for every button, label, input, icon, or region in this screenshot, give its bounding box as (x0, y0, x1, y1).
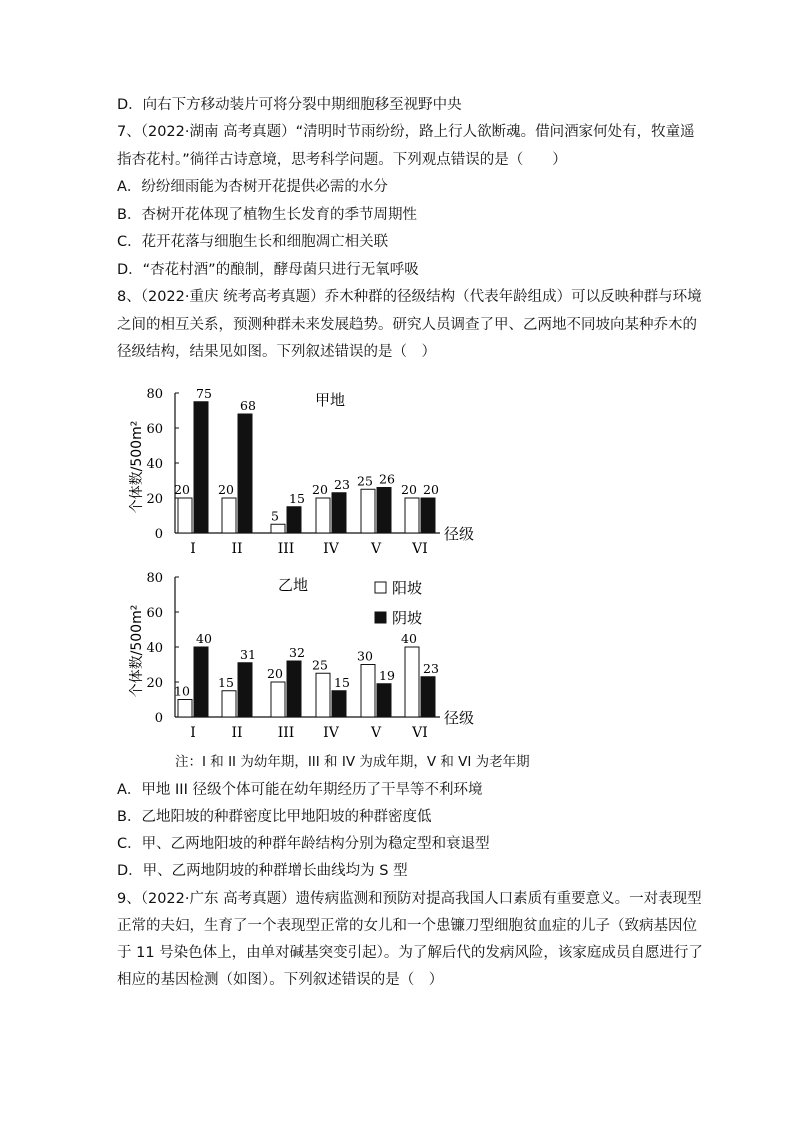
panel2-data-label-yinpo-1: 31 (240, 646, 256, 662)
panel2-data-label-yinpo-2: 32 (289, 645, 305, 660)
panel1-data-label-yangpo-4: 25 (357, 473, 373, 489)
panel2-y-tick-label-3: 60 (146, 606, 163, 621)
q8-stem-line2: 之间的相互关系，预测种群未来发展趋势。研究人员调查了甲、乙两地不同坡向某种乔木的 (117, 317, 697, 333)
panel2-legend-swatch-0 (375, 582, 386, 593)
q8-option-d: D．甲、乙两地阴坡的种群增长曲线均为 S 型 (117, 863, 408, 879)
panel2-data-label-yinpo-0: 40 (196, 631, 212, 646)
panel2-legend-label-0: 阳坡 (392, 579, 423, 597)
panel2-category-label-0: I (190, 725, 196, 741)
panel1-y-tick-label-0: 0 (154, 527, 163, 542)
q8-figure (0, 375, 794, 775)
panel2-title: 乙地 (277, 576, 309, 594)
panel2-bar-yinpo-4 (377, 684, 391, 717)
panel1-data-label-yinpo-0: 75 (196, 385, 212, 401)
panel1-data-label-yinpo-5: 20 (423, 482, 439, 497)
panel1-bar-yinpo-4 (377, 488, 391, 534)
panel2-category-label-2: III (277, 725, 295, 741)
panel1-y-tick-label-3: 60 (146, 422, 163, 437)
panel2-y-tick-label-2: 40 (146, 641, 163, 656)
panel2-data-label-yangpo-5: 40 (401, 631, 417, 646)
panel2-data-label-yinpo-5: 23 (423, 660, 439, 676)
q7-option-b: B．杏树开花体现了植物生长发育的季节周期性 (117, 207, 417, 223)
figure-note: 注：I 和 II 为幼年期，III 和 IV 为成年期，V 和 VI 为老年期 (175, 754, 530, 770)
q8-stem-line1: 8、（2022·重庆 统考高考真题）乔木种群的径级结构（代表年龄组成）可以反映种群与环境 (117, 289, 702, 305)
panel2-legend-swatch-1 (375, 612, 386, 623)
panel1-data-label-yinpo-1: 68 (240, 398, 256, 413)
panel1-y-tick-label-2: 40 (146, 457, 163, 472)
panel1-y-tick-label-4: 80 (146, 387, 163, 402)
panel1-category-label-5: VI (412, 541, 428, 557)
panel2-bar-yinpo-3 (332, 691, 346, 717)
panel1-category-label-0: I (190, 541, 196, 557)
panel1-category-label-1: II (231, 541, 243, 557)
q7-stem-line1: 7、（2022·湖南 高考真题）“清明时节雨纷纷，路上行人欲断魂。借问酒家何处有，牧童遥 (117, 124, 695, 140)
panel1-data-label-yinpo-4: 26 (379, 471, 395, 487)
panel1-bar-yangpo-1 (222, 498, 236, 533)
q7-option-d: D．“杏花村酒”的酿制，酵母菌只进行无氧呼吸 (117, 262, 419, 278)
panel1-data-label-yangpo-5: 20 (401, 482, 417, 497)
panel2-bar-yinpo-2 (287, 661, 301, 717)
panel1-category-label-2: III (277, 541, 295, 557)
panel2-bar-yangpo-5 (405, 647, 419, 717)
panel1-category-label-4: V (370, 541, 382, 557)
panel1-data-label-yinpo-3: 23 (334, 476, 350, 492)
panel2-x-axis-label: 径级 (444, 709, 475, 727)
panel1-data-label-yangpo-2: 5 (271, 508, 279, 524)
panel1-x-axis-label: 径级 (444, 525, 475, 543)
panel1-bar-yinpo-3 (332, 493, 346, 533)
panel2-data-label-yinpo-3: 15 (334, 674, 350, 690)
q9-stem-line2: 正常的夫妇，生育了一个表现型正常的女儿和一个患镰刀型细胞贫血症的儿子（致病基因位 (117, 918, 697, 934)
panel1-bar-yangpo-4 (361, 489, 375, 533)
panel2-y-tick-label-1: 20 (146, 676, 163, 691)
panel1-title: 甲地 (314, 391, 346, 409)
panel2-y-tick-label-4: 80 (146, 571, 163, 586)
panel2-category-label-4: V (370, 725, 382, 741)
panel2-bar-yangpo-3 (316, 673, 330, 717)
q6-option-d: D．向右下方移动装片可将分裂中期细胞移至视野中央 (117, 97, 462, 113)
panel2-data-label-yangpo-2: 20 (267, 666, 283, 681)
panel1-bar-yangpo-2 (271, 524, 285, 533)
panel1-y-tick-label-1: 20 (146, 492, 163, 507)
panel1-bar-yinpo-0 (194, 402, 208, 533)
panel2-data-label-yangpo-1: 15 (218, 674, 234, 690)
panel1-bar-yangpo-0 (178, 498, 192, 533)
q9-stem-line4: 相应的基因检测（如图）。下列叙述错误的是（ ） (117, 972, 444, 988)
panel2-data-label-yangpo-3: 25 (312, 657, 328, 673)
panel2-bar-yangpo-4 (361, 665, 375, 718)
q8-stem-line3: 径级结构，结果见如图。下列叙述错误的是（ ） (117, 344, 436, 360)
panel2-bar-yangpo-2 (271, 682, 285, 717)
panel1-bar-yinpo-5 (421, 498, 435, 533)
panel2-bar-yinpo-1 (238, 663, 252, 717)
panel2-bar-yinpo-5 (421, 677, 435, 717)
panel2-y-axis-label: 个体数/500m² (129, 604, 145, 698)
panel1-bar-yangpo-3 (316, 498, 330, 533)
panel2-category-label-5: VI (412, 725, 428, 741)
q9-stem-line1: 9、（2022·广东 高考真题）遗传病监测和预防对提高我国人口素质有重要意义。一对表现型 (117, 891, 702, 907)
panel2-bar-yinpo-0 (194, 647, 208, 717)
panel1-data-label-yangpo-1: 20 (218, 482, 234, 497)
panel1-data-label-yangpo-3: 20 (312, 482, 328, 497)
q8-option-c: C．甲、乙两地阳坡的种群年龄结构分别为稳定型和衰退型 (117, 836, 490, 852)
q7-stem-line2: 指杏花村。”徜徉古诗意境，思考科学问题。下列观点错误的是（ ） (117, 152, 567, 168)
panel1-category-label-3: IV (323, 541, 339, 557)
panel2-legend-label-1: 阴坡 (392, 609, 423, 627)
q7-option-c: C．花开花落与细胞生长和细胞凋亡相关联 (117, 234, 389, 250)
q8-option-b: B．乙地阳坡的种群密度比甲地阳坡的种群密度低 (117, 809, 432, 825)
panel1-bar-yangpo-5 (405, 498, 419, 533)
panel2-data-label-yinpo-4: 19 (379, 667, 395, 683)
panel2-data-label-yangpo-0: 10 (174, 683, 190, 699)
q7-option-a: A．纷纷细雨能为杏树开花提供必需的水分 (117, 179, 388, 195)
panel2-data-label-yangpo-4: 30 (357, 648, 373, 664)
panel1-data-label-yangpo-0: 20 (174, 482, 190, 497)
panel2-y-tick-label-0: 0 (154, 711, 163, 726)
panel2-category-label-1: II (231, 725, 243, 741)
panel1-y-axis-label: 个体数/500m² (129, 420, 145, 514)
q9-stem-line3: 于 11 号染色体上，由单对碱基突变引起）。为了解后代的发病风险，该家庭成员自愿进行了 (117, 945, 703, 961)
panel1-bar-yinpo-2 (287, 507, 301, 533)
panel2-category-label-3: IV (323, 725, 339, 741)
panel1-data-label-yinpo-2: 15 (289, 490, 305, 506)
q8-option-a: A．甲地 III 径级个体可能在幼年期经历了干旱等不利环境 (117, 782, 483, 798)
panel2-bar-yangpo-1 (222, 691, 236, 717)
panel1-bar-yinpo-1 (238, 414, 252, 533)
panel2-bar-yangpo-0 (178, 700, 192, 718)
